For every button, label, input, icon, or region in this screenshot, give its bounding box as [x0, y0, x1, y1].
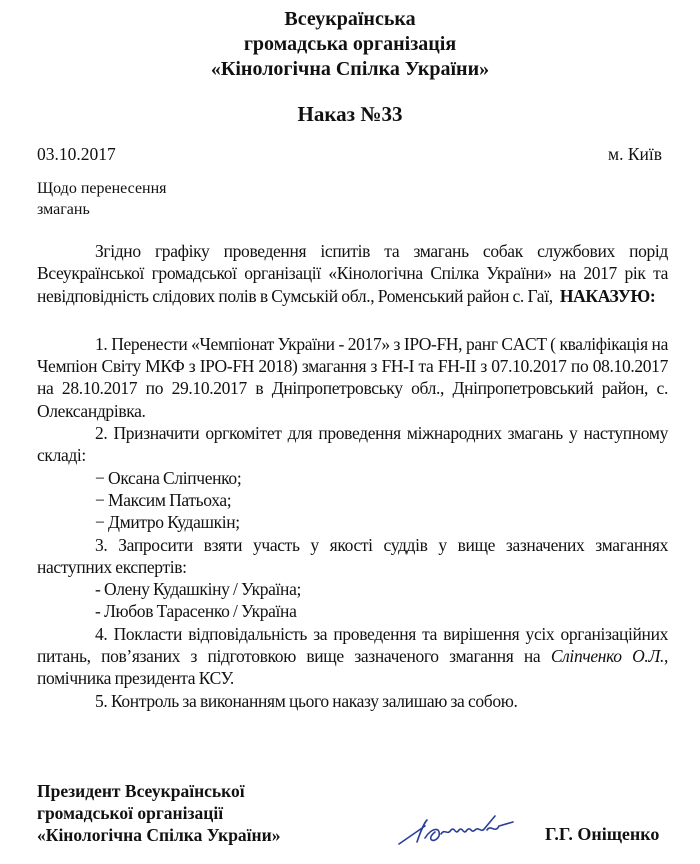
- item-2: 2. Призначити оргкомітет для проведення міжнародних змагань у наступному складі:: [37, 423, 668, 466]
- item-4: 4. Покласти відповідальність за проведення та вирішення усіх організаційних питань, пов’язаних з підготовкою вище зазначеного змагання на Сліпченко О.Л., помічника президента КСУ.: [37, 623, 668, 689]
- subject-line2: змагань: [37, 201, 90, 218]
- subject-line1: Щодо перенесення: [37, 180, 167, 197]
- item-3: 3. Запросити взяти участь у якості суддів у вище зазначених змаганнях наступних експертів:: [37, 534, 668, 577]
- committee-member: − Оксана Сліпченко;: [95, 467, 242, 488]
- item-1: 1. Перенести «Чемпіонат України - 2017» з IPO-FH, ранг CACT ( кваліфікація на Чемпіон Світу МКФ з IPO-FH 2018) змагання з FH-I та FH-II з 07.10.2017 по 08.10.2017 на 28.10.2017 по 29.10.2017 в Дніпропетровську обл., Дніпропетровський район, с. Олександрівка.: [37, 333, 668, 421]
- item-5: 5. Контроль за виконанням цього наказу залишаю за собою.: [95, 690, 518, 711]
- signatory-title: Президент Всеукраїнської громадської організації «Кінологічна Спілка України»: [37, 781, 281, 845]
- judge: - Олену Кудашкіну / Україна;: [95, 579, 302, 600]
- responsible-person: Сліпченко О.Л.: [550, 646, 664, 667]
- committee-member: − Дмитро Кудашкін;: [95, 512, 240, 533]
- order-body: [37, 240, 668, 712]
- command-word: НАКАЗУЮ:: [559, 285, 656, 306]
- committee-member: − Максим Патьоха;: [95, 489, 232, 510]
- org-name-line3: «Кінологічна Спілка України»: [210, 58, 490, 80]
- org-name-line1: Всеукраїнська: [284, 8, 416, 30]
- order-title: Наказ №33: [297, 102, 403, 126]
- preamble: Згідно графіку проведення іспитів та змагань собак службових порід Всеукраїнської громадської організації «Кінологічна Спілка України» на 2017 рік та невідповідність слідових полів в Сумській обл., Роменський район с. Гаї, НАКАЗУЮ:: [37, 241, 668, 306]
- order-place: м. Київ: [608, 144, 662, 164]
- order-date: 03.10.2017: [37, 144, 116, 164]
- handwritten-signature: [395, 812, 520, 848]
- org-name-line2: громадська організація: [243, 33, 457, 55]
- judge: - Любов Тарасенко / Україна: [95, 601, 297, 622]
- signatory-name: Г.Г. Оніщенко: [545, 824, 660, 844]
